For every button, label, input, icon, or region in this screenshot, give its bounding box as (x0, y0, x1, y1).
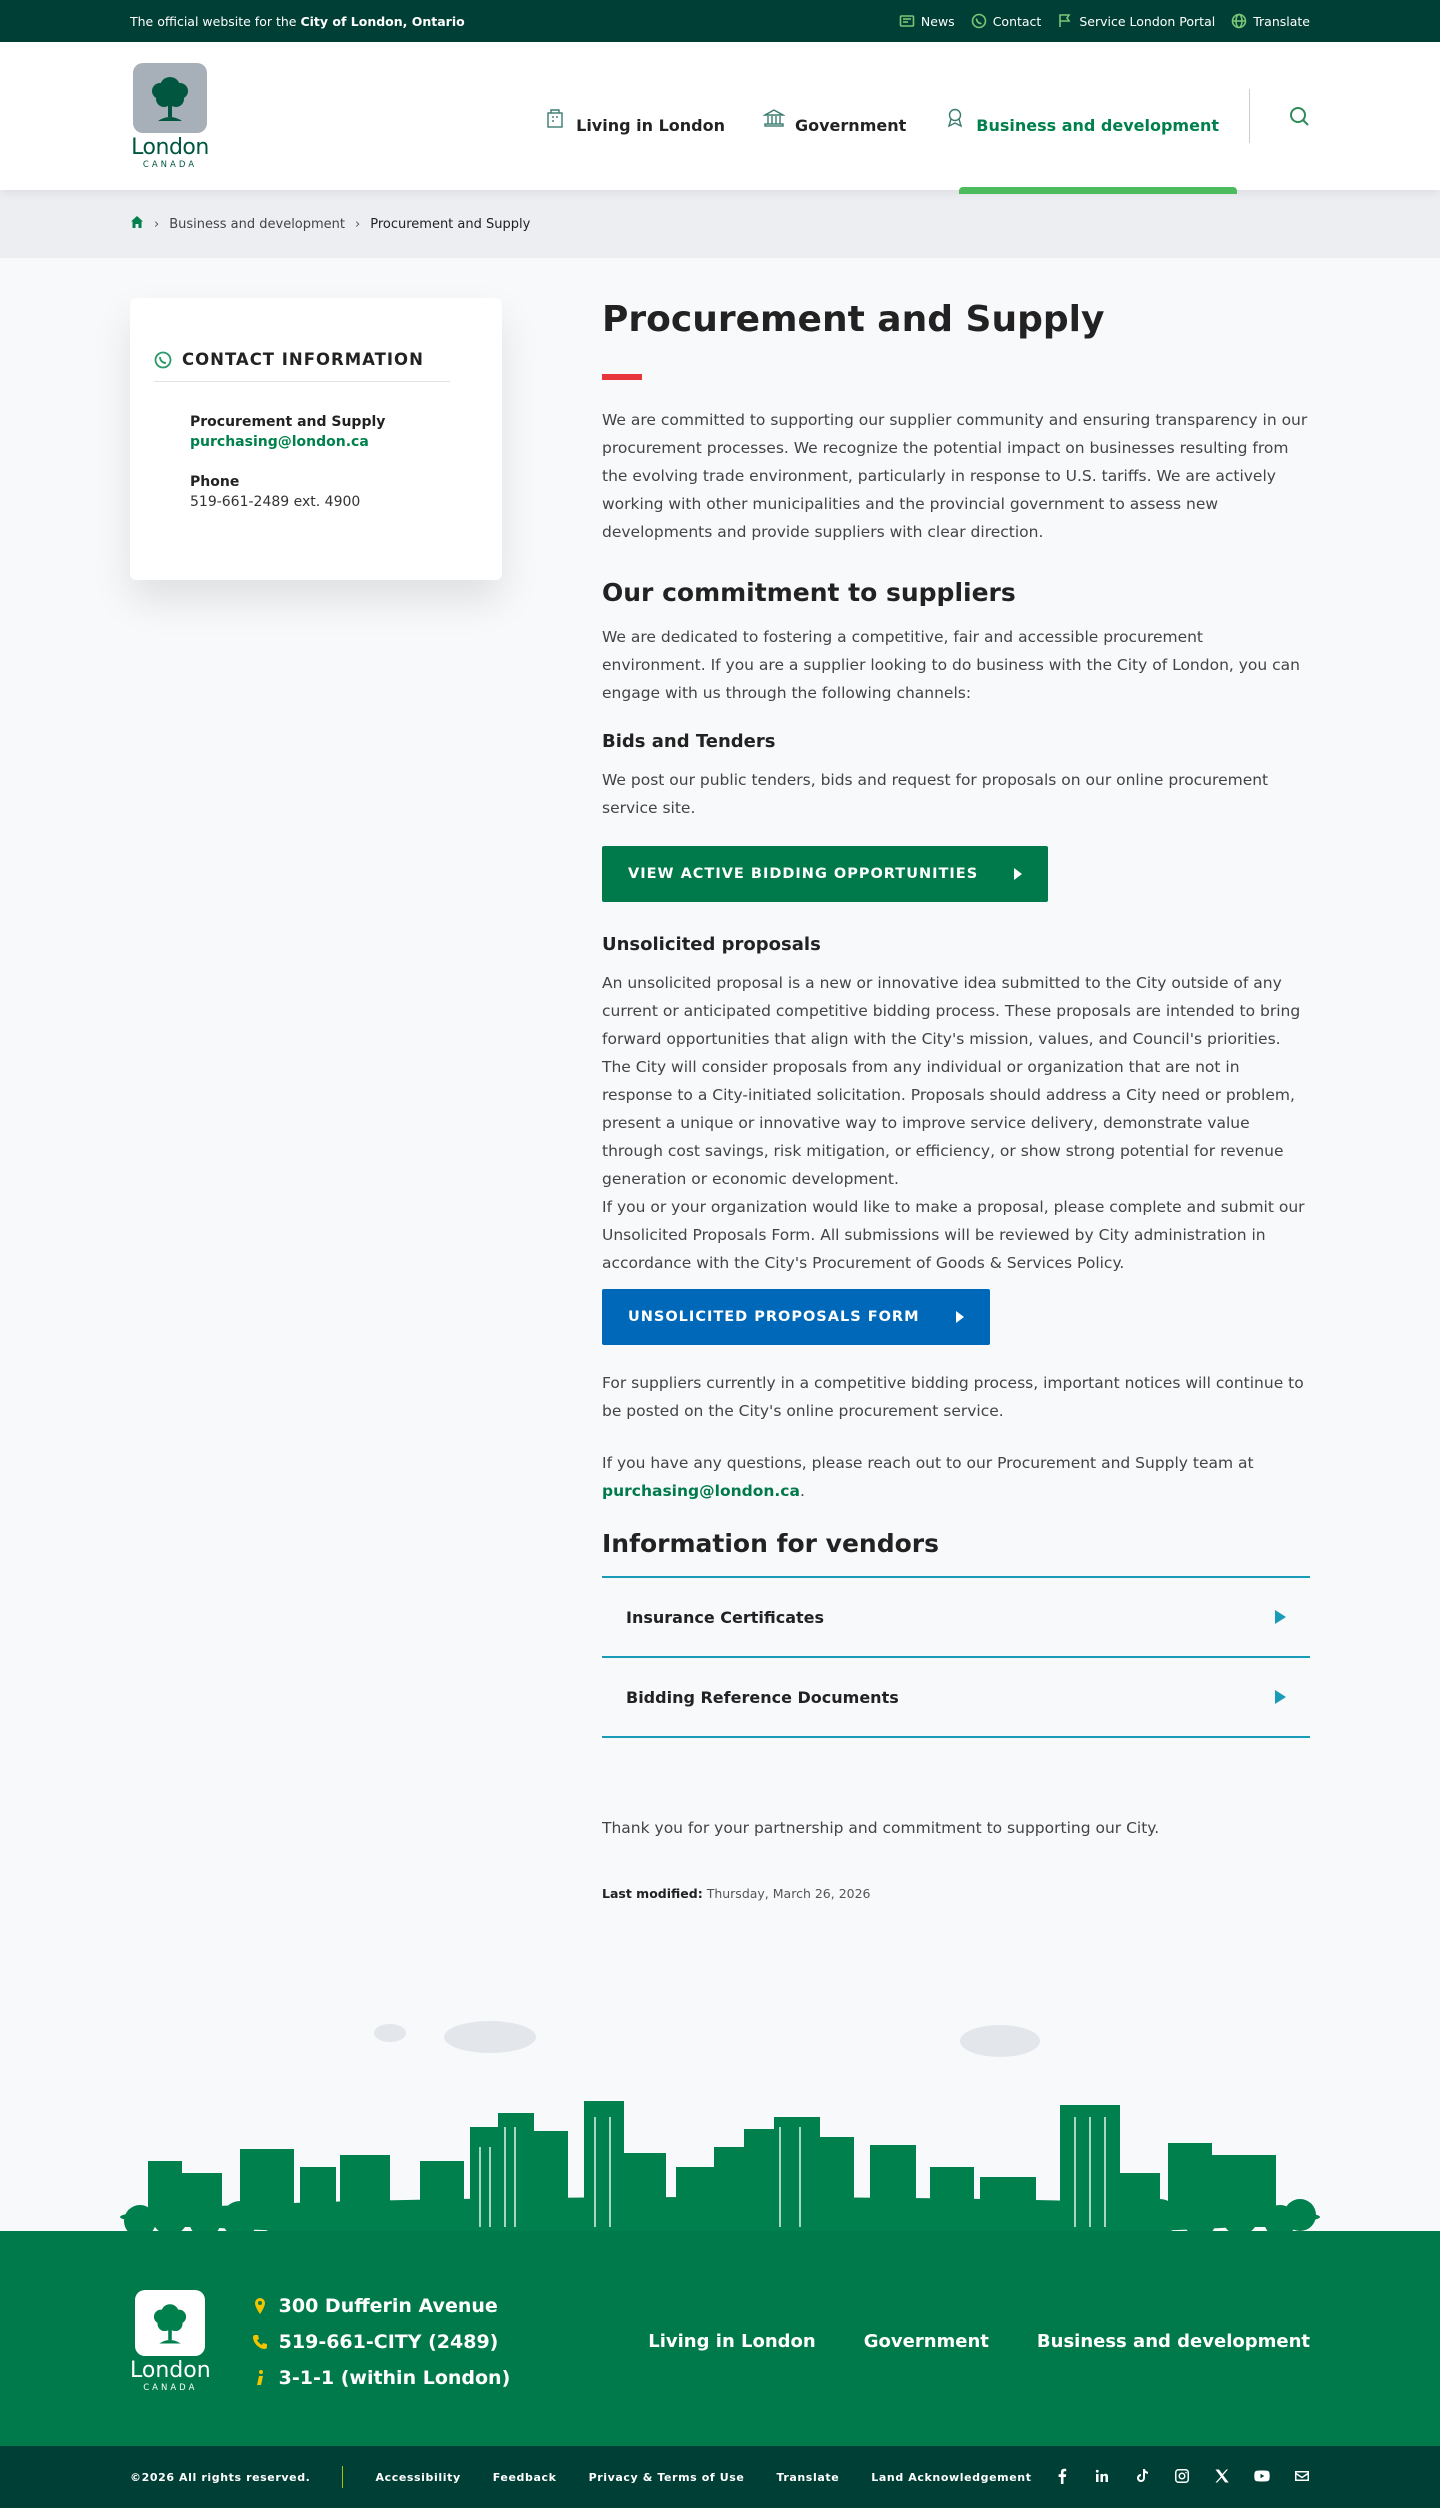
title-accent-bar (602, 374, 642, 380)
award-icon (944, 107, 966, 129)
home-link[interactable] (130, 215, 144, 233)
dept-name: Procurement and Supply (190, 414, 386, 430)
bids-paragraph: We post our public tenders, bids and request for proposals on our online procurement service site. (602, 771, 1269, 817)
facebook-icon (1054, 2468, 1070, 2484)
footer-nav-government[interactable]: Government (863, 2331, 989, 2352)
footer-logo[interactable] (130, 2290, 211, 2393)
nav-business-and-development[interactable] (944, 98, 1219, 135)
questions-paragraph: If you have any questions, please reach out to our Procurement and Supply team at purchasing@london.ca. (602, 1454, 1254, 1500)
footer-phone[interactable] (251, 2331, 511, 2353)
chevron-right-icon: › (154, 216, 160, 232)
breadcrumb (0, 190, 1440, 258)
breadcrumb-current: Procurement and Supply (370, 216, 531, 232)
nav-living-label: Living in London (576, 115, 725, 135)
email-link[interactable] (1294, 2468, 1310, 2487)
footer-logo-name: London (130, 2358, 211, 2383)
questions-email-link[interactable]: purchasing@london.ca (602, 1482, 800, 1500)
divider (342, 2466, 343, 2488)
contact-card (130, 298, 502, 580)
vendors-accordion (602, 1576, 1310, 1738)
main-content (130, 258, 1310, 1901)
tiktok-icon (1134, 2468, 1150, 2484)
accordion-item-bidding-docs[interactable] (602, 1658, 1310, 1738)
tree-logo-icon (135, 2290, 205, 2356)
footer-translate-link[interactable]: Translate (776, 2470, 840, 2484)
nav-government[interactable] (763, 98, 906, 135)
copyright: ©2026 All rights reserved. (130, 2470, 311, 2484)
service-portal-link[interactable] (1057, 13, 1215, 29)
footer-311-text: 3-1-1 (within London) (278, 2366, 511, 2389)
accordion-label: Bidding Reference Documents (626, 1687, 899, 1707)
commitment-paragraph: We are dedicated to fostering a competitive, fair and accessible procurement environment. If you are a supplier looking to do business with the City of London, you can engage with us through the following channels: (602, 628, 1301, 702)
x-icon (1214, 2468, 1230, 2484)
instagram-icon (1174, 2468, 1190, 2484)
dept-block (190, 412, 450, 452)
news-link[interactable] (899, 13, 955, 29)
breadcrumb-parent[interactable]: Business and development (169, 216, 346, 232)
vendors-heading: Information for vendors (602, 1529, 940, 1558)
caret-right-icon (1275, 1690, 1286, 1704)
chevron-right-icon: › (355, 216, 361, 232)
home-icon (130, 215, 144, 229)
main-nav (544, 42, 1310, 190)
contact-label: Contact (992, 13, 1042, 29)
nav-divider (1249, 89, 1250, 143)
official-site-text (130, 14, 465, 29)
tree-logo-icon (133, 63, 207, 133)
play-arrow-icon (1014, 868, 1022, 880)
city-hall-icon (763, 107, 785, 129)
unsolicited-heading: Unsolicited proposals (602, 934, 821, 955)
search-icon (1288, 105, 1310, 127)
linkedin-link[interactable] (1094, 2468, 1110, 2487)
x-link[interactable] (1214, 2468, 1230, 2487)
logo-country: CANADA (142, 159, 198, 170)
play-arrow-icon (956, 1311, 964, 1323)
phone-number: 519-661-2489 ext. 4900 (190, 494, 361, 510)
site-footer (0, 2237, 1440, 2446)
nav-living-in-london[interactable] (544, 98, 725, 135)
nav-business-label: Business and development (976, 115, 1219, 135)
footer-logo-country: CANADA (143, 2383, 198, 2393)
intro-paragraph: We are committed to supporting our supplier community and ensuring transparency in our procurement processes. We recognize the potential impact on businesses resulting from the evolving trade environment, particularly in response to U.S. tariffs. We are actively working with other municipalities and the provincial government to assess new developments and provide suppliers with clear direction. (602, 411, 1308, 541)
contact-link[interactable] (971, 13, 1042, 29)
page-title: Procurement and Supply (602, 299, 1105, 340)
dept-email-link[interactable]: purchasing@london.ca (190, 434, 369, 450)
logo-name: London (131, 134, 209, 160)
feedback-link[interactable]: Feedback (492, 2470, 557, 2484)
unsolicited-paragraph-1: An unsolicited proposal is a new or innovative idea submitted to the City outside of any current or anticipated competitive bidding process. These proposals are intended to bring forward opportunities that align with the City's mission, values, and Council's priorities. (602, 974, 1301, 1048)
footer-nav-business[interactable]: Business and development (1036, 2331, 1310, 2352)
commitment-heading: Our commitment to suppliers (602, 578, 1016, 607)
article (602, 298, 1310, 1901)
footer-nav-living[interactable]: Living in London (648, 2331, 816, 2352)
contact-title: CONTACT INFORMATION (182, 350, 424, 369)
bottom-bar (0, 2446, 1440, 2508)
sidebar (130, 298, 502, 1901)
questions-text: If you have any questions, please reach out to our Procurement and Supply team at (602, 1454, 1254, 1472)
accordion-item-insurance[interactable] (602, 1578, 1310, 1658)
phone-block (190, 472, 450, 512)
privacy-link[interactable]: Privacy & Terms of Use (588, 2470, 745, 2484)
info-icon (251, 2369, 269, 2387)
youtube-link[interactable] (1254, 2468, 1270, 2487)
translate-label: Translate (1253, 13, 1310, 29)
last-modified-date: Thursday, March 26, 2026 (706, 1886, 871, 1901)
city-logo[interactable] (130, 63, 210, 170)
footer-contacts (251, 2295, 511, 2389)
contact-heading (154, 350, 450, 382)
social-links (1054, 2468, 1310, 2487)
facebook-link[interactable] (1054, 2468, 1070, 2487)
news-label: News (920, 13, 955, 29)
notice-paragraph: For suppliers currently in a competitive bidding process, important notices will continue to be posted on the City's online procurement service. (602, 1374, 1304, 1420)
globe-icon (1231, 13, 1247, 29)
view-bidding-opportunities-button[interactable] (602, 846, 1048, 902)
phone-icon (251, 2333, 269, 2351)
bids-heading: Bids and Tenders (602, 731, 776, 752)
official-prefix: The official website for the (130, 13, 301, 29)
last-modified-label: Last modified: (602, 1886, 703, 1901)
footer-nav (648, 2331, 1310, 2352)
map-pin-icon (251, 2297, 269, 2315)
linkedin-icon (1094, 2468, 1110, 2484)
flag-icon (1057, 13, 1073, 29)
unsolicited-paragraph-2: The City will consider proposals from any individual or organization that are not in response to a City-initiated solicitation. Proposals should address a City need or problem, present a unique or innovative way to improve service delivery, demonstrate value through cost savings, risk mitigation, or efficiency, or show strong potential for revenue generation or economic development. (602, 1058, 1295, 1188)
nav-government-label: Government (795, 115, 907, 135)
newspaper-icon (899, 13, 915, 29)
phone-label: Phone (190, 474, 240, 490)
tiktok-link[interactable] (1134, 2468, 1150, 2487)
official-city: City of London, Ontario (300, 13, 465, 29)
city-skyline-illustration (0, 1977, 1440, 2237)
footer-phone-text: 519-661-CITY (2489) (278, 2330, 499, 2353)
footer-311[interactable] (251, 2367, 511, 2389)
accordion-label: Insurance Certificates (626, 1607, 825, 1627)
last-modified (602, 1886, 1310, 1901)
youtube-icon (1254, 2468, 1270, 2484)
accessibility-link[interactable]: Accessibility (375, 2470, 461, 2484)
top-bar (0, 0, 1440, 42)
portal-label: Service London Portal (1079, 13, 1216, 29)
building-icon (544, 107, 566, 129)
land-acknowledgement-link[interactable]: Land Acknowledgement (871, 2470, 1032, 2484)
site-header (0, 42, 1440, 190)
bids-button-label: VIEW ACTIVE BIDDING OPPORTUNITIES (628, 866, 979, 882)
phone-icon (971, 13, 987, 29)
mail-icon (1294, 2468, 1310, 2484)
instagram-link[interactable] (1174, 2468, 1190, 2487)
thanks-paragraph: Thank you for your partnership and commitment to supporting our City. (602, 1819, 1160, 1837)
search-button[interactable] (1288, 105, 1310, 127)
unsolicited-button-label: UNSOLICITED PROPOSALS FORM (628, 1309, 920, 1325)
footer-address (251, 2295, 511, 2317)
footer-address-text: 300 Dufferin Avenue (278, 2294, 498, 2317)
active-nav-indicator (959, 187, 1237, 194)
translate-link[interactable] (1231, 13, 1310, 29)
caret-right-icon (1275, 1610, 1286, 1624)
unsolicited-paragraph-3: If you or your organization would like to make a proposal, please complete and submit our Unsolicited Proposals Form. All submissions will be reviewed by City administration in accordance with the City's Procurement of Goods & Services Policy. (602, 1198, 1305, 1272)
unsolicited-proposals-form-button[interactable] (602, 1289, 990, 1345)
phone-icon (154, 351, 172, 369)
